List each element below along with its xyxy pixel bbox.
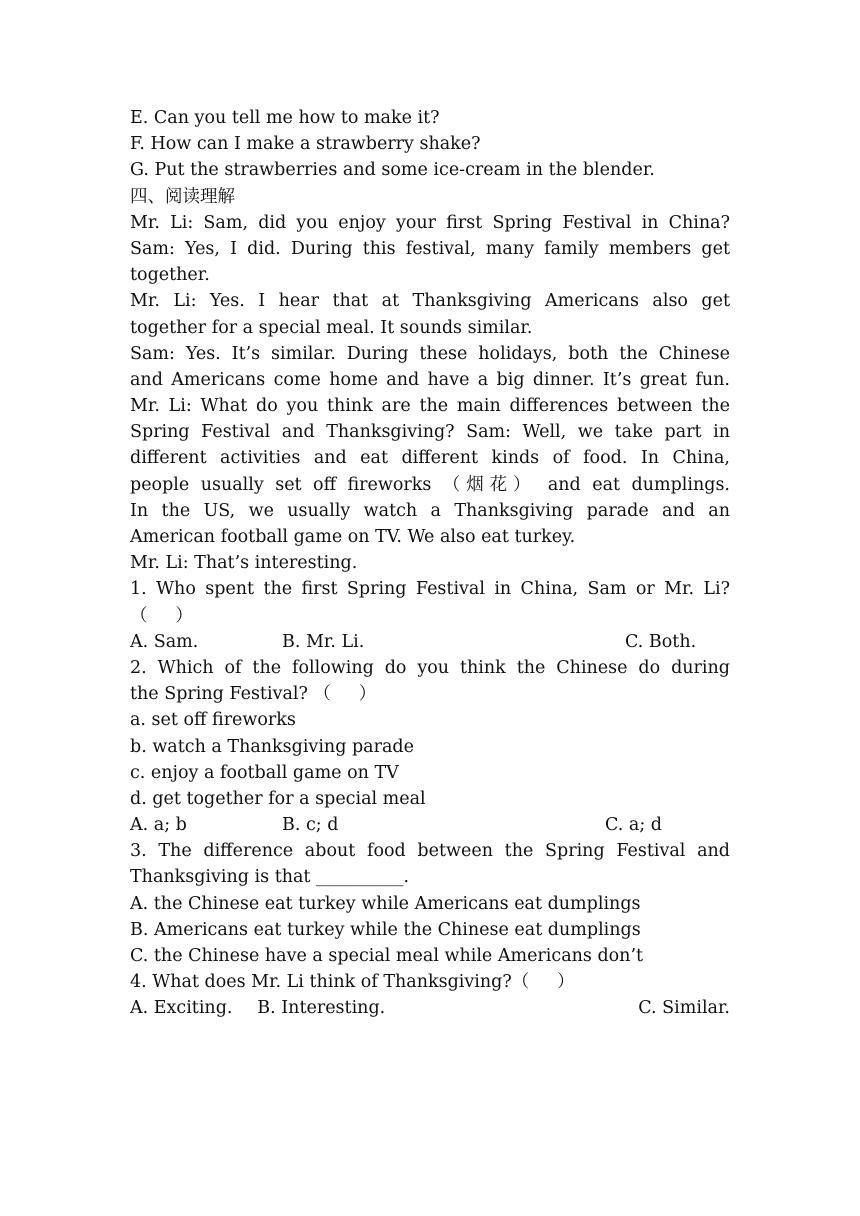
answer-options [130,629,730,655]
passage-line: different activities and eat different kinds of food. In China, [130,448,730,469]
question-text: 1. Who spent the first Spring Festival in China, Sam or Mr. Li? [130,579,730,600]
option-a: A. the Chinese eat turkey while Americans eat dumplings [130,893,641,914]
question-1 [130,576,730,655]
option-b: B. Interesting. [257,998,386,1019]
question-3 [130,838,730,969]
option-a: A. Sam. [130,631,199,652]
option-g: G. Put the strawberries and some ice-cream in the blender. [130,160,655,181]
passage-line: Mr. Li: What do you think are the main differences between the [130,396,730,417]
question-text: 3. The difference about food between the Spring Festival and [130,841,730,862]
passage-line: together for a special meal. It sounds similar. [130,317,533,338]
option-a: A. a; b [130,815,187,836]
option-c: C. a; d [605,815,662,836]
option-a: A. Exciting. [130,998,233,1019]
reading-passage [130,210,730,577]
passage-line: and Americans come home and have a big dinner. It’s great fun. [130,369,730,390]
option-b: B. c; d [282,815,339,836]
question-text: 4. What does Mr. Li think of Thanksgiving?（ ） [130,972,575,993]
answer-options [130,995,730,1021]
list-item: b. watch a Thanksgiving parade [130,736,414,757]
passage-line: Spring Festival and Thanksgiving? Sam: Well, we take part in [130,422,730,443]
option-b: B. Mr. Li. [282,631,365,652]
question-2 [130,655,730,838]
passage-line: Mr. Li: That’s interesting. [130,553,358,574]
passage-line: Mr. Li: Sam, did you enjoy your first Spring Festival in China? [130,212,730,233]
section-title: 四、阅读理解 [130,186,235,207]
passage-line: Sam: Yes, I did. During this festival, many family members get [130,238,730,259]
passage-line: together. [130,265,210,286]
option-c: C. Similar. [638,998,730,1019]
list-item: a. set off fireworks [130,710,296,731]
passage-line: Sam: Yes. It’s similar. During these holidays, both the Chinese [130,343,730,364]
option-c: C. Both. [625,631,697,652]
passage-line: In the US, we usually watch a Thanksgiving parade and an [130,500,730,521]
option-f: F. How can I make a strawberry shake? [130,134,481,155]
list-item: c. enjoy a football game on TV [130,762,399,783]
option-c: C. the Chinese have a special meal while Americans don’t [130,946,644,966]
option-e: E. Can you tell me how to make it? [130,108,440,128]
list-item: d. get together for a special meal [130,788,426,809]
worksheet-content [130,105,730,1022]
answer-options [130,812,730,838]
passage-line: people usually set off fireworks （烟花） and eat dumplings. [130,474,730,495]
passage-line: Mr. Li: Yes. I hear that at Thanksgiving Americans also get [130,291,730,312]
option-b: B. Americans eat turkey while the Chinese eat dumplings [130,919,641,940]
question-text: 2. Which of the following do you think the Chinese do during [130,657,730,678]
answer-blank: （ ） [130,605,193,626]
question-4 [130,969,730,1021]
question-text: Thanksgiving is that __________. [130,867,410,888]
question-text: the Spring Festival? （ ） [130,684,377,705]
passage-line: American football game on TV. We also eat turkey. [130,527,576,547]
